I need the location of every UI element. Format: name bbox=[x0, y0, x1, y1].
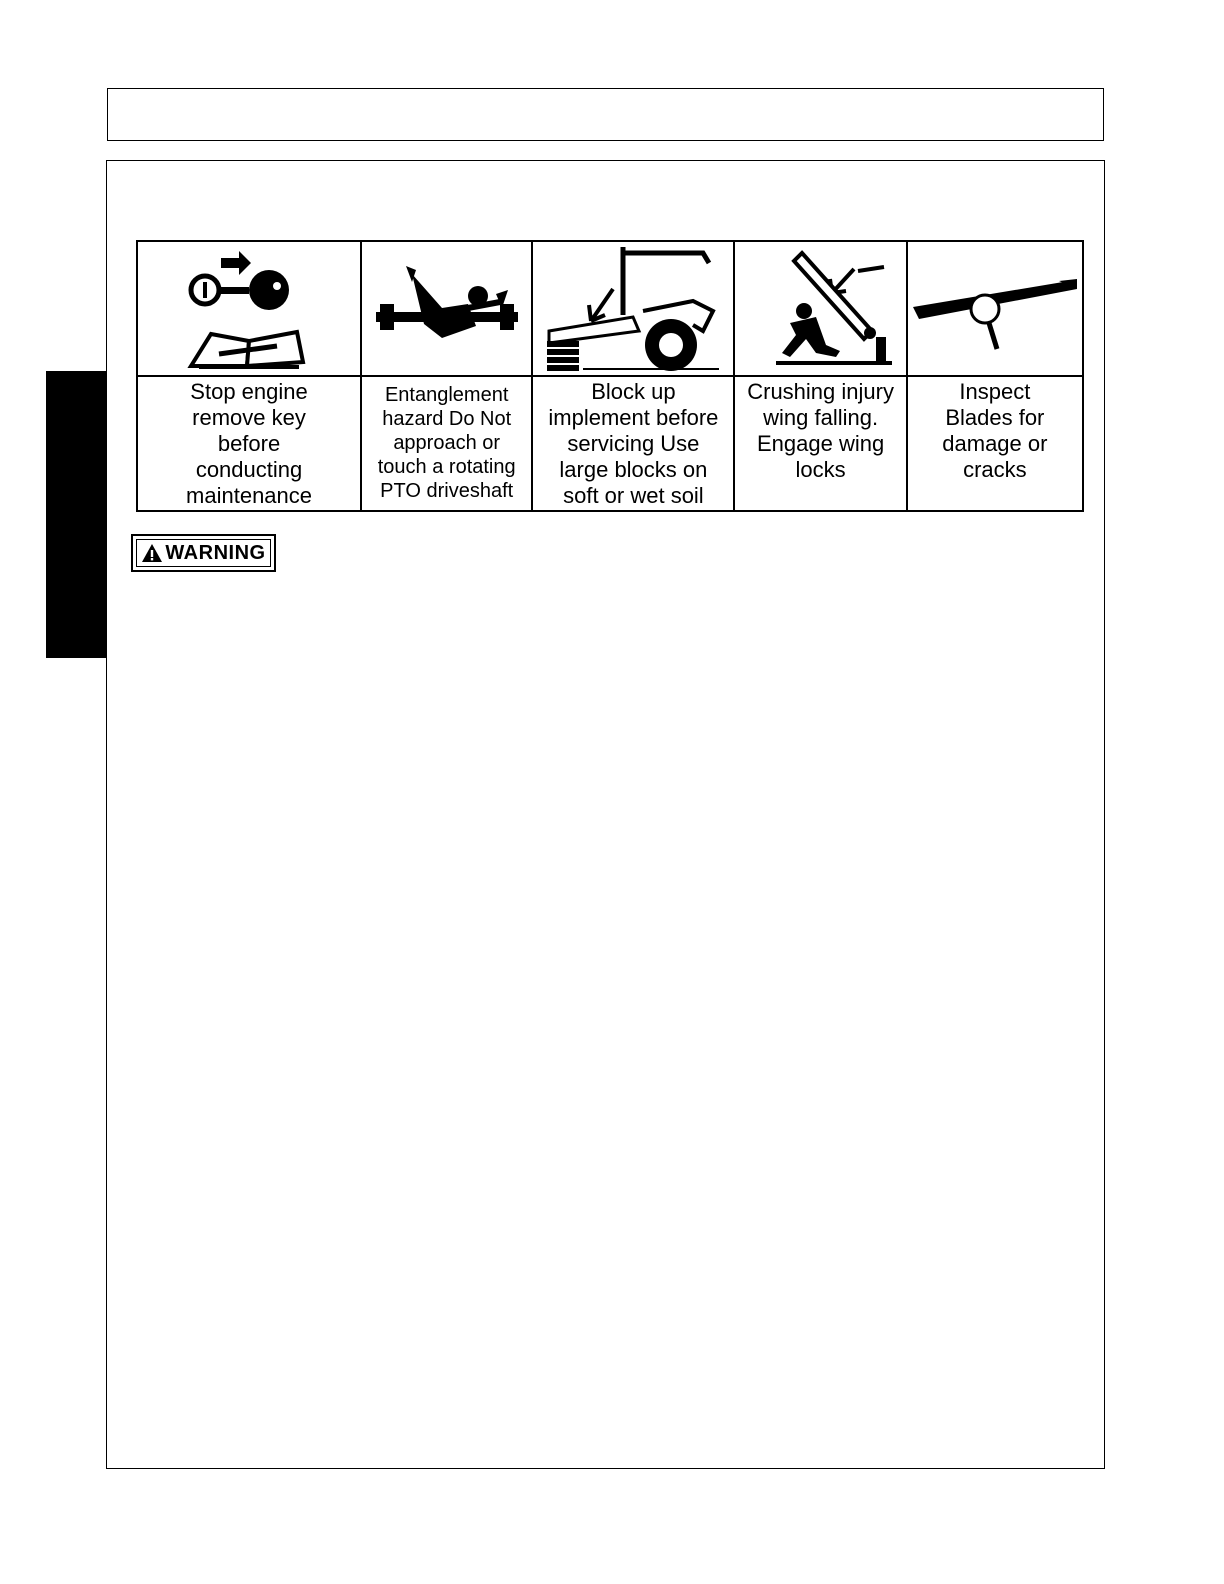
wing-crushing-icon bbox=[735, 242, 905, 377]
safety-column-inspect-blades bbox=[908, 242, 1082, 510]
safety-column-stop-engine bbox=[138, 242, 362, 510]
safety-caption: Block up implement before servicing Use large blocks on soft or wet soil bbox=[548, 379, 719, 508]
header-box bbox=[107, 88, 1104, 141]
safety-caption: Entanglement hazard Do Not approach or touch a rotating PTO driveshaft bbox=[377, 384, 516, 502]
safety-caption: Stop engine remove key before conducting maintenance bbox=[186, 379, 313, 508]
entanglement-person-icon bbox=[362, 242, 531, 377]
warning-label bbox=[131, 534, 276, 572]
safety-column-crushing bbox=[735, 242, 907, 510]
safety-decal-table bbox=[136, 240, 1084, 512]
inspect-blade-magnifier-icon bbox=[908, 242, 1082, 377]
stop-engine-key-manual-icon bbox=[138, 242, 360, 377]
warning-text: WARNING bbox=[165, 541, 266, 564]
tractor-block-up-icon bbox=[533, 242, 733, 377]
safety-caption: Inspect Blades for damage or cracks bbox=[942, 379, 1048, 482]
safety-column-entanglement bbox=[362, 242, 533, 510]
safety-caption: Crushing injury wing falling. Engage wing locks bbox=[747, 379, 894, 482]
safety-column-block-up bbox=[533, 242, 735, 510]
warning-triangle-icon bbox=[141, 543, 163, 563]
section-side-tab bbox=[46, 371, 107, 658]
